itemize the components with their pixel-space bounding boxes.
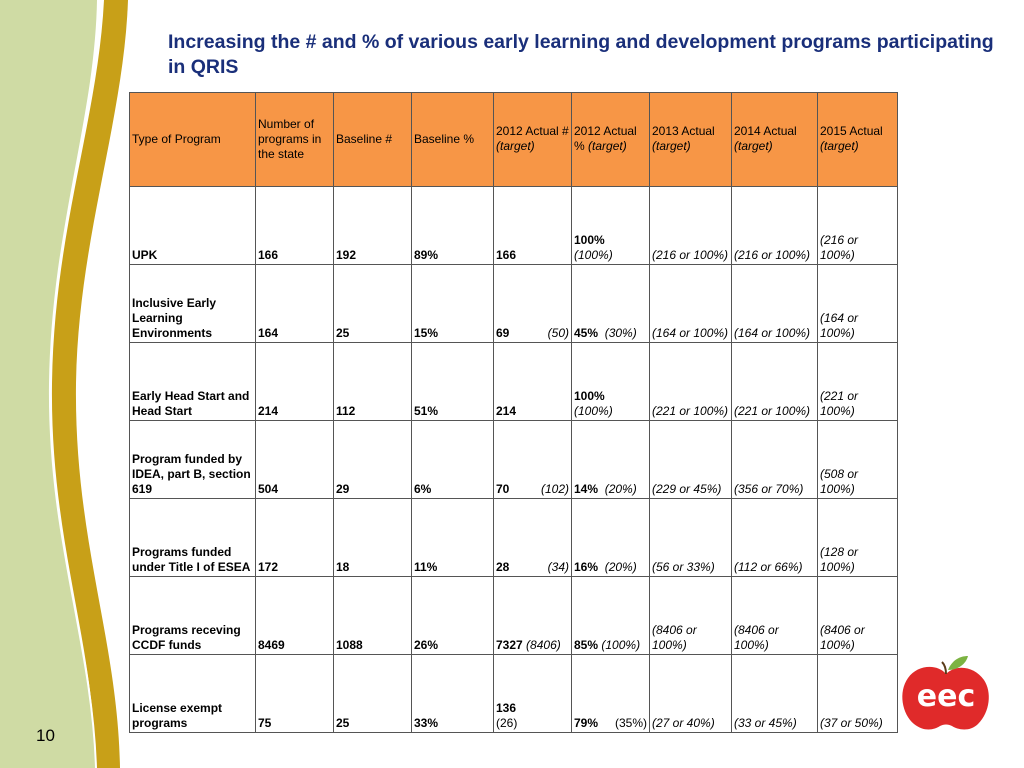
table-row: [130, 421, 898, 499]
cell-program-type: Program funded by IDEA, part B, section 619: [130, 421, 256, 499]
cell-2013-target: (56 or 33%): [650, 499, 732, 577]
header-2013-actual: 2013 Actual (target): [650, 93, 732, 187]
header-number-of-programs: Number of programs in the state: [256, 93, 334, 187]
cell-2014-target: (221 or 100%): [732, 343, 818, 421]
cell-baseline-number: 25: [334, 265, 412, 343]
eec-logo: [898, 654, 994, 734]
qris-table: [129, 92, 898, 733]
cell-2014-target: (164 or 100%): [732, 265, 818, 343]
cell-baseline-percent: 26%: [412, 577, 494, 655]
cell-2012-actual-percent: 14% (20%): [572, 421, 650, 499]
cell-baseline-percent: 15%: [412, 265, 494, 343]
cell-program-type: UPK: [130, 187, 256, 265]
cell-program-type: Early Head Start and Head Start: [130, 343, 256, 421]
table-row: [130, 187, 898, 265]
cell-2014-target: (112 or 66%): [732, 499, 818, 577]
cell-program-count: 504: [256, 421, 334, 499]
header-baseline-percent: Baseline %: [412, 93, 494, 187]
cell-baseline-percent: 11%: [412, 499, 494, 577]
cell-2012-actual-percent: 100% (100%): [572, 187, 650, 265]
header-2012-actual-percent: 2012 Actual % (target): [572, 93, 650, 187]
cell-2013-target: (27 or 40%): [650, 655, 732, 733]
cell-2012-actual-percent: 85% (100%): [572, 577, 650, 655]
table-row: [130, 343, 898, 421]
cell-2012-actual-percent: 16% (20%): [572, 499, 650, 577]
cell-2013-target: (216 or 100%): [650, 187, 732, 265]
cell-2015-target: (128 or 100%): [818, 499, 898, 577]
cell-baseline-number: 1088: [334, 577, 412, 655]
table-row: [130, 655, 898, 733]
cell-2012-actual-number: 136 (26): [494, 655, 572, 733]
cell-program-count: 8469: [256, 577, 334, 655]
cell-2015-target: (8406 or 100%): [818, 577, 898, 655]
cell-program-count: 172: [256, 499, 334, 577]
cell-2014-target: (33 or 45%): [732, 655, 818, 733]
cell-baseline-percent: 33%: [412, 655, 494, 733]
cell-program-type: Programs receving CCDF funds: [130, 577, 256, 655]
logo-text: eec: [916, 679, 976, 714]
cell-2015-target: (37 or 50%): [818, 655, 898, 733]
cell-2013-target: (8406 or 100%): [650, 577, 732, 655]
cell-program-count: 166: [256, 187, 334, 265]
cell-baseline-number: 192: [334, 187, 412, 265]
header-type-of-program: Type of Program: [130, 93, 256, 187]
cell-baseline-number: 112: [334, 343, 412, 421]
page-number: 10: [36, 726, 55, 745]
cell-2013-target: (221 or 100%): [650, 343, 732, 421]
cell-2012-actual-number: 69 (50): [494, 265, 572, 343]
cell-baseline-number: 25: [334, 655, 412, 733]
cell-program-type: Programs funded under Title I of ESEA: [130, 499, 256, 577]
cell-2015-target: (221 or 100%): [818, 343, 898, 421]
cell-program-count: 214: [256, 343, 334, 421]
cell-2014-target: (356 or 70%): [732, 421, 818, 499]
header-2014-actual: 2014 Actual (target): [732, 93, 818, 187]
table-row: [130, 499, 898, 577]
cell-baseline-percent: 6%: [412, 421, 494, 499]
cell-2012-actual-percent: 79% (35%): [572, 655, 650, 733]
table-row: [130, 265, 898, 343]
table-row: [130, 577, 898, 655]
cell-program-type: Inclusive Early Learning Environments: [130, 265, 256, 343]
cell-2012-actual-number: 7327 (8406): [494, 577, 572, 655]
header-2012-actual-number: 2012 Actual # (target): [494, 93, 572, 187]
cell-2015-target: (508 or 100%): [818, 421, 898, 499]
header-baseline-number: Baseline #: [334, 93, 412, 187]
table-header-row: [130, 93, 898, 187]
cell-2012-actual-number: 166: [494, 187, 572, 265]
cell-program-type: License exempt programs: [130, 655, 256, 733]
cell-baseline-percent: 51%: [412, 343, 494, 421]
cell-2012-actual-percent: 45% (30%): [572, 265, 650, 343]
cell-2013-target: (164 or 100%): [650, 265, 732, 343]
leaf-icon: [948, 656, 968, 670]
cell-program-count: 75: [256, 655, 334, 733]
cell-2013-target: (229 or 45%): [650, 421, 732, 499]
cell-2015-target: (164 or 100%): [818, 265, 898, 343]
cell-baseline-number: 29: [334, 421, 412, 499]
cell-2014-target: (8406 or 100%): [732, 577, 818, 655]
cell-baseline-number: 18: [334, 499, 412, 577]
cell-baseline-percent: 89%: [412, 187, 494, 265]
cell-program-count: 164: [256, 265, 334, 343]
cell-2012-actual-percent: 100% (100%): [572, 343, 650, 421]
cell-2012-actual-number: 28 (34): [494, 499, 572, 577]
sidebar-decoration: [0, 0, 140, 768]
cell-2015-target: (216 or 100%): [818, 187, 898, 265]
cell-2012-actual-number: 214: [494, 343, 572, 421]
header-2015-actual: 2015 Actual (target): [818, 93, 898, 187]
slide-title: Increasing the # and % of various early learning and development programs participating in QRIS: [168, 31, 994, 78]
cell-2014-target: (216 or 100%): [732, 187, 818, 265]
cell-2012-actual-number: 70 (102): [494, 421, 572, 499]
